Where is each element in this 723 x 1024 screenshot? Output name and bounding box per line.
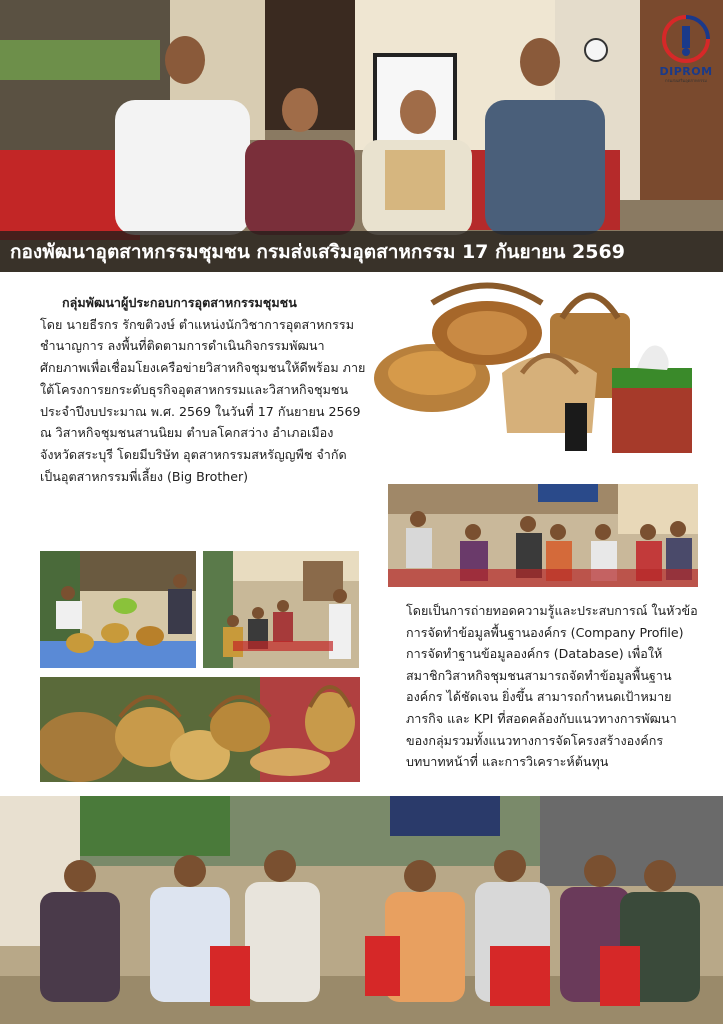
diprom-emblem-icon [661, 14, 711, 64]
group-photo-participants [0, 796, 723, 1024]
article-paragraph-2 [388, 600, 698, 773]
logo-label: DIPROM [659, 65, 713, 78]
paragraph-lead: กลุ่มพัฒนาผู้ประกอบการอุตสาหกรรมชุมชน [62, 295, 297, 310]
paragraph-body: โดย นายธีรกร รักขติวงษ์ ตำแหน่งนักวิชาการอุตสาหกรรมชำนาญการ ลงพื้นที่ติดตามการดำเนินกิจกรรมพัฒนาศักยภาพเพื่อเชื่อมโยงเครือข่ายวิสาหกิจชุมชนให้ดีพร้อม ภายใต้โครงการยกระดับธุรกิจอุตสาหกรรมและวิสาหกิจชุมชน ประจำปีงบประมาณ พ.ศ. 2569 ในวันที่ 17 กันยายน 2569 ณ วิสาหกิจชุมชนสานนิยม ตำบลโคกสว่าง อำเภอเมือง จังหวัดสระบุรี โดยมีบริษัท อุตสาหกรรมสหรัญญพืช จำกัด เป็นอุตสาหกรรมพี่เลี้ยง (Big Brother) [40, 316, 366, 484]
title-bar [0, 231, 723, 272]
logo-subtitle: กรมส่งเสริมอุตสาหกรรม [665, 78, 707, 83]
site-visit-photo-2 [203, 551, 359, 668]
site-visit-photo-1 [40, 551, 196, 668]
baskets-display-photo [40, 677, 360, 782]
page-title: กองพัฒนาอุตสาหกรรมชุมชน กรมส่งเสริมอุตสาหกรรม 17 กันยายน 2569 [10, 241, 625, 263]
woven-products-photo [372, 278, 698, 458]
diprom-logo [655, 14, 717, 92]
paragraph-body-2: โดยเป็นการถ่ายทอดความรู้และประสบการณ์ ในหัวข้อการจัดทำข้อมูลพื้นฐานองค์กร (Company Profile) การจัดทำฐานข้อมูลองค์กร (Database) เพื่อให้สมาชิกวิสาหกิจชุมชนสามารถจัดทำข้อมูลพื้นฐานองค์กร ได้ชัดเจน ยิ่งขึ้น สามารถกำหนดเป้าหมาย ภารกิจ และ KPI ที่สอดคล้องกับแนวทางการพัฒนาของกลุ่มรวมทั้งแนวทางการจัดโครงสร้างองค์กร บทบาทหน้าที่ และการวิเคราะห์ต้นทุน [406, 603, 698, 770]
article-paragraph-1 [40, 292, 370, 487]
meeting-photo-audience [388, 484, 698, 587]
